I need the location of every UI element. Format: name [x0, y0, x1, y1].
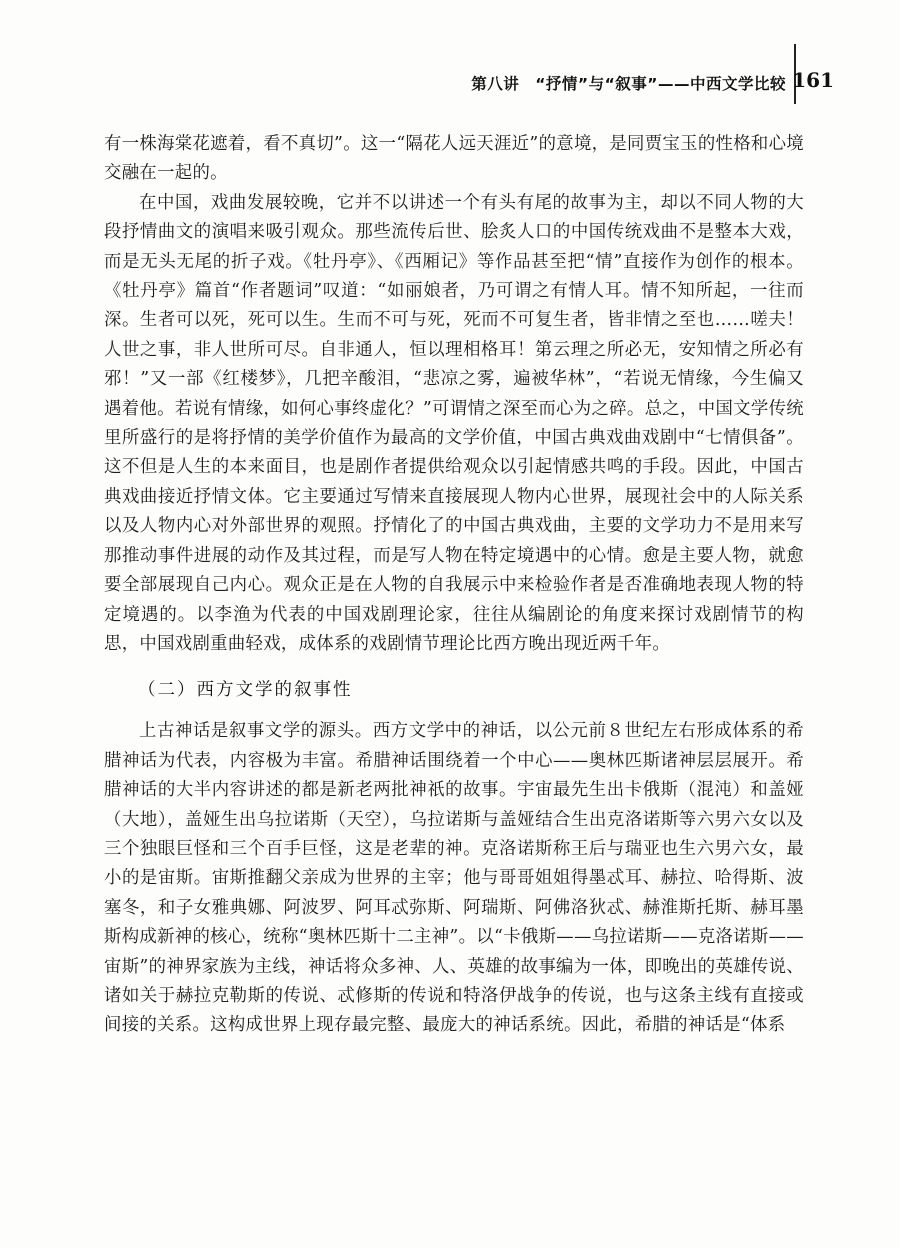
chapter-title: 第八讲 “抒情”与“叙事”——中西文学比较 — [471, 75, 786, 93]
section-heading: （二）西方文学的叙事性 — [138, 680, 353, 701]
page-number: 161 — [792, 68, 834, 92]
paragraph: 在中国，戏曲发展较晚，它并不以讲述一个有头有尾的故事为主，却以不同人物的大段抒情曲文的演唱来吸引观众。那些流传后世、脍炙人口的中国传统戏曲不是整本大戏，而是无头无尾的折子戏。《牡丹亭》、《西厢记》等作品甚至把“情”直接作为创作的根本。《牡丹亭》篇首“作者题词”叹道：“如丽娘者，乃可谓之有情人耳。情不知所起，一往而深。生者可以死，死可以生。生而不可与死，死而不可复生者，皆非情之至也……嗟夫！人世之事，非人世所可尽。自非通人，恒以理相格耳！第云理之所必无，安知情之所必有邪！”又一部《红楼梦》，几把辛酸泪，“悲凉之雾，遍被华林”，“若说无情缘，今生偏又遇着他。若说有情缘，如何心事终虚化？”可谓情之深至而心为之碎。总之，中国文学传统里所盛行的是将抒情的美学价值作为最高的文学价值，中国古典戏曲戏剧中“七情俱备”。这不但是人生的本来面目，也是剧作者提供给观众以引起情感共鸣的手段。因此，中国古典戏曲接近抒情文体。它主要通过写情来直接展现人物内心世界，展现社会中的人际关系以及人物内心对外部世界的观照。抒情化了的中国古典戏曲，主要的文学功力不是用来写那推动事件进展的动作及其过程，而是写人物在特定境遇中的心情。愈是主要人物，就愈要全部展现自己内心。观众正是在人物的自我展示中来检验作者是否准确地表现人物的特定境遇的。以李渔为代表的中国戏剧理论家，往往从编剧论的角度来探讨戏剧情节的构思，中国戏剧重曲轻戏，成体系的戏剧情节理论比西方晚出现近两千年。 — [104, 192, 804, 654]
body-text — [104, 130, 804, 1041]
paragraph: 有一株海棠花遮着，看不真切”。这一“隔花人远天涯近”的意境，是同贾宝玉的性格和心境交融在一起的。 — [104, 134, 804, 184]
running-header — [96, 44, 834, 104]
paragraph: 上古神话是叙事文学的源头。西方文学中的神话，以公元前８世纪左右形成体系的希腊神话为代表，内容极为丰富。希腊神话围绕着一个中心——奥林匹斯诸神层层展开。希腊神话的大半内容讲述的都是新老两批神祇的故事。宇宙最先生出卡俄斯（混沌）和盖娅（大地），盖娅生出乌拉诺斯（天空），乌拉诺斯与盖娅结合生出克洛诺斯等六男六女以及三个独眼巨怪和三个百手巨怪，这是老辈的神。克洛诺斯称王后与瑞亚也生六男六女，最小的是宙斯。宙斯推翻父亲成为世界的主宰；他与哥哥姐姐得墨忒耳、赫拉、哈得斯、波塞冬，和子女雅典娜、阿波罗、阿耳忒弥斯、阿瑞斯、阿佛洛狄忒、赫淮斯托斯、赫耳墨斯构成新神的核心，统称“奥林匹斯十二主神”。以“卡俄斯——乌拉诺斯——克洛诺斯——宙斯”的神界家族为主线，神话将众多神、人、英雄的故事编为一体，即晚出的英雄传说、诸如关于赫拉克勒斯的传说、忒修斯的传说和特洛伊战争的传说，也与这条主线有直接或间接的关系。这构成世界上现存最完整、最庞大的神话系统。因此，希腊的神话是“体系 — [104, 721, 804, 1036]
